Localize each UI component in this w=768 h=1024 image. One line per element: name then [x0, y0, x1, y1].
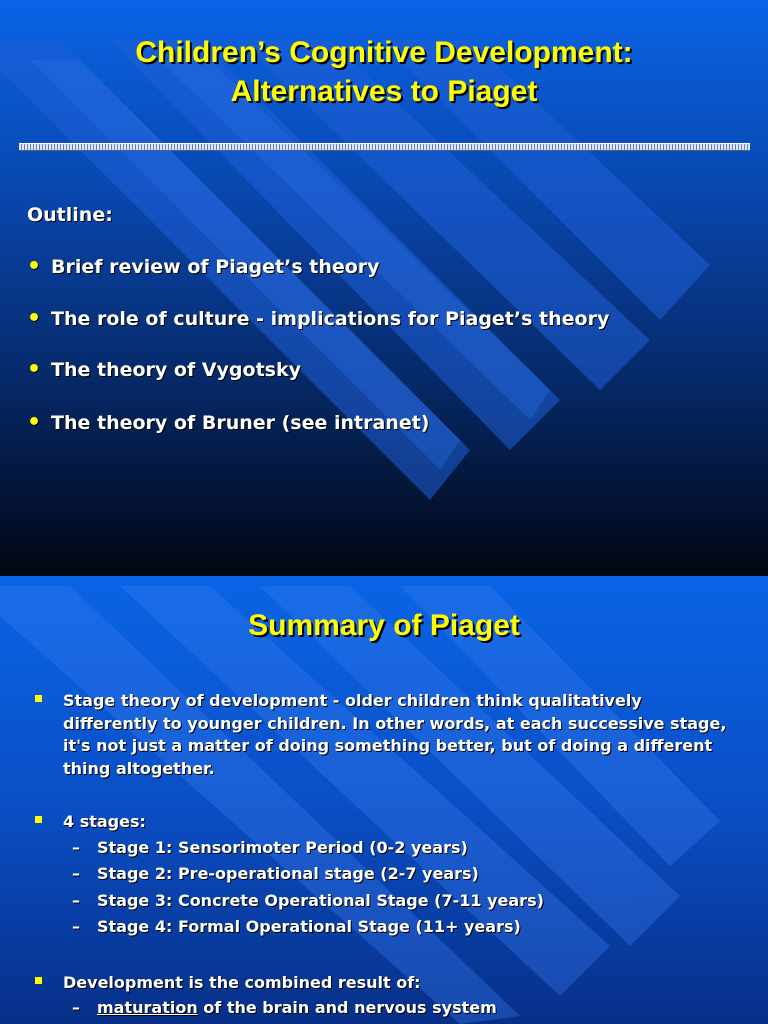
title-divider [19, 143, 750, 151]
title-line-2: Alternatives to Piaget [230, 75, 538, 108]
sub-list-item [72, 917, 521, 936]
list-item [27, 357, 301, 382]
sub-list-item [72, 838, 468, 857]
sub-list-item-text: Stage 2: Pre-operational stage (2-7 years) [97, 864, 479, 883]
sub-list-item [72, 998, 497, 1017]
list-item [35, 972, 735, 995]
sub-list-item-text: Stage 1: Sensorimoter Period (0-2 years) [97, 838, 468, 857]
list-item-text: The role of culture - implications for Piaget’s theory [51, 308, 610, 330]
list-item [35, 811, 735, 834]
bullet-square-icon [35, 816, 42, 823]
list-item-text: The theory of Bruner (see intranet) [51, 412, 430, 434]
underlined-term: maturation [97, 998, 198, 1017]
bullet-dot-icon: • [27, 306, 42, 331]
list-item-text: Stage theory of development - older children think qualitatively differently to younger children. In other words, at each successive stage, it's not just a matter of doing something better, but of doing a different thing altogether. [63, 691, 727, 778]
slide-title [0, 33, 768, 111]
dash-icon: – [72, 917, 80, 936]
title-line-1: Children’s Cognitive Development: [135, 36, 633, 69]
dash-icon: – [72, 891, 80, 910]
list-item [27, 306, 609, 331]
bullet-dot-icon: • [27, 254, 42, 279]
dash-icon: – [72, 838, 80, 857]
bullet-square-icon [35, 695, 42, 702]
slide-title: Summary of Piaget [248, 609, 520, 642]
sub-list-item [72, 864, 479, 883]
sub-list-item-text: of the brain and nervous system [197, 998, 497, 1017]
sub-list-item [72, 891, 544, 910]
sub-list-item-text: Stage 4: Formal Operational Stage (11+ years) [97, 917, 521, 936]
list-item-text: The theory of Vygotsky [51, 359, 301, 381]
bullet-square-icon [35, 977, 42, 984]
list-item [27, 410, 430, 435]
list-item-text: Development is the combined result of: [63, 973, 421, 992]
list-item-text: Brief review of Piaget’s theory [51, 256, 380, 278]
outline-label: Outline: [27, 204, 113, 226]
list-item [27, 254, 380, 279]
list-item-text: 4 stages: [63, 812, 146, 831]
bullet-dot-icon: • [27, 410, 42, 435]
dash-icon: – [72, 998, 80, 1017]
list-item [35, 690, 735, 780]
dash-icon: – [72, 864, 80, 883]
sub-list-item-text: Stage 3: Concrete Operational Stage (7-11 years) [97, 891, 544, 910]
bullet-dot-icon: • [27, 357, 42, 382]
